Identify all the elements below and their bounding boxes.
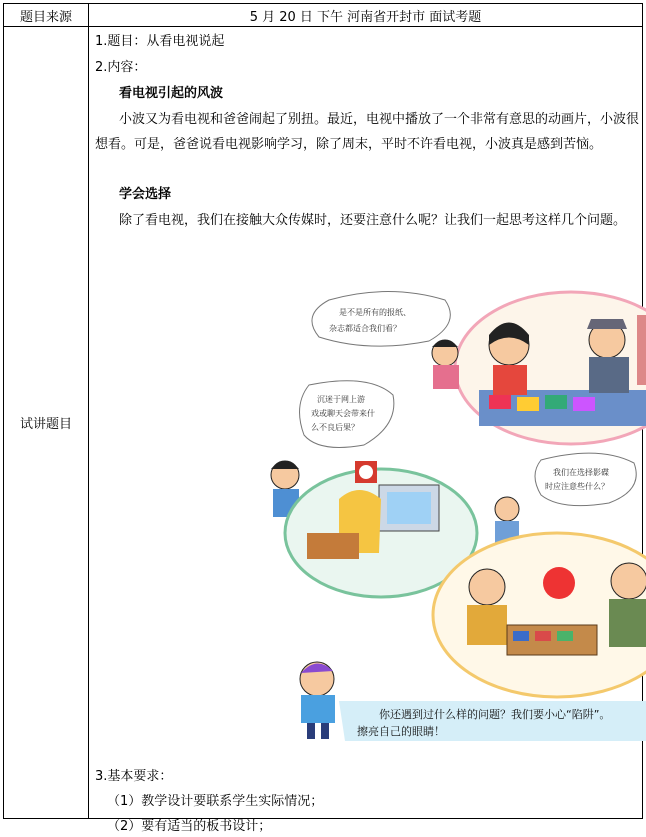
bubble3-line2: 时应注意些什么？ bbox=[545, 482, 609, 491]
document-table bbox=[3, 3, 643, 834]
bubble1-line1: 是不是所有的报纸、 bbox=[339, 308, 411, 317]
content-cell bbox=[89, 27, 643, 834]
man-figure bbox=[611, 563, 646, 599]
requirement-2: （2）要有适当的板书设计； bbox=[107, 819, 272, 834]
source-label: 题目来源 bbox=[4, 4, 89, 27]
section1-text: 小波又为看电视和爸爸闹起了别扭。最近，电视中播放了一个非常有意思的动画片，小波很想看。可是，爸爸说看电视影响学习，除了周末，平时不许看电视，小波真是感到苦恼。 bbox=[95, 112, 640, 152]
balloon bbox=[543, 567, 575, 599]
boy1-figure bbox=[469, 569, 505, 605]
bubble3-line1: 我们在选择影碟 bbox=[553, 468, 609, 477]
content-row bbox=[4, 27, 643, 819]
bubble1-line2: 杂志都适合我们看？ bbox=[329, 324, 401, 333]
row-label: 试讲题目 bbox=[4, 27, 89, 819]
requirement-1: （1）教学设计要联系学生实际情况； bbox=[107, 794, 324, 809]
section1-heading: 看电视引起的风波 bbox=[119, 86, 224, 101]
banner-line1: 你还遇到过什么样的问题？我们要小心“陷阱”。 bbox=[379, 708, 611, 721]
bubble-1 bbox=[312, 292, 450, 347]
bubble2-line2: 戏或聊天会带来什 bbox=[311, 409, 375, 418]
requirements-label: 3.基本要求： bbox=[95, 769, 173, 784]
topic-line: 1.题目：从看电视说起 bbox=[95, 34, 225, 49]
small-boy-figure bbox=[495, 497, 519, 521]
desk bbox=[307, 533, 359, 559]
section2-text: 除了看电视，我们在接触大众传媒时，还要注意什么呢？让我们一起思考这样几个问题。 bbox=[119, 213, 627, 228]
content-label: 2.内容： bbox=[95, 60, 147, 75]
bubble2-line3: 么不良后果？ bbox=[311, 423, 359, 432]
bubble-3 bbox=[535, 453, 636, 505]
textbook-illustration bbox=[189, 285, 646, 743]
section2-heading: 学会选择 bbox=[119, 187, 172, 202]
header-row bbox=[4, 4, 643, 27]
source-value: 5 月 20 日 下午 河南省开封市 面试考题 bbox=[89, 4, 643, 27]
banner-line2: 擦亮自己的眼睛！ bbox=[357, 725, 445, 738]
bubble2-line1: 沉迷于网上游 bbox=[317, 395, 365, 404]
